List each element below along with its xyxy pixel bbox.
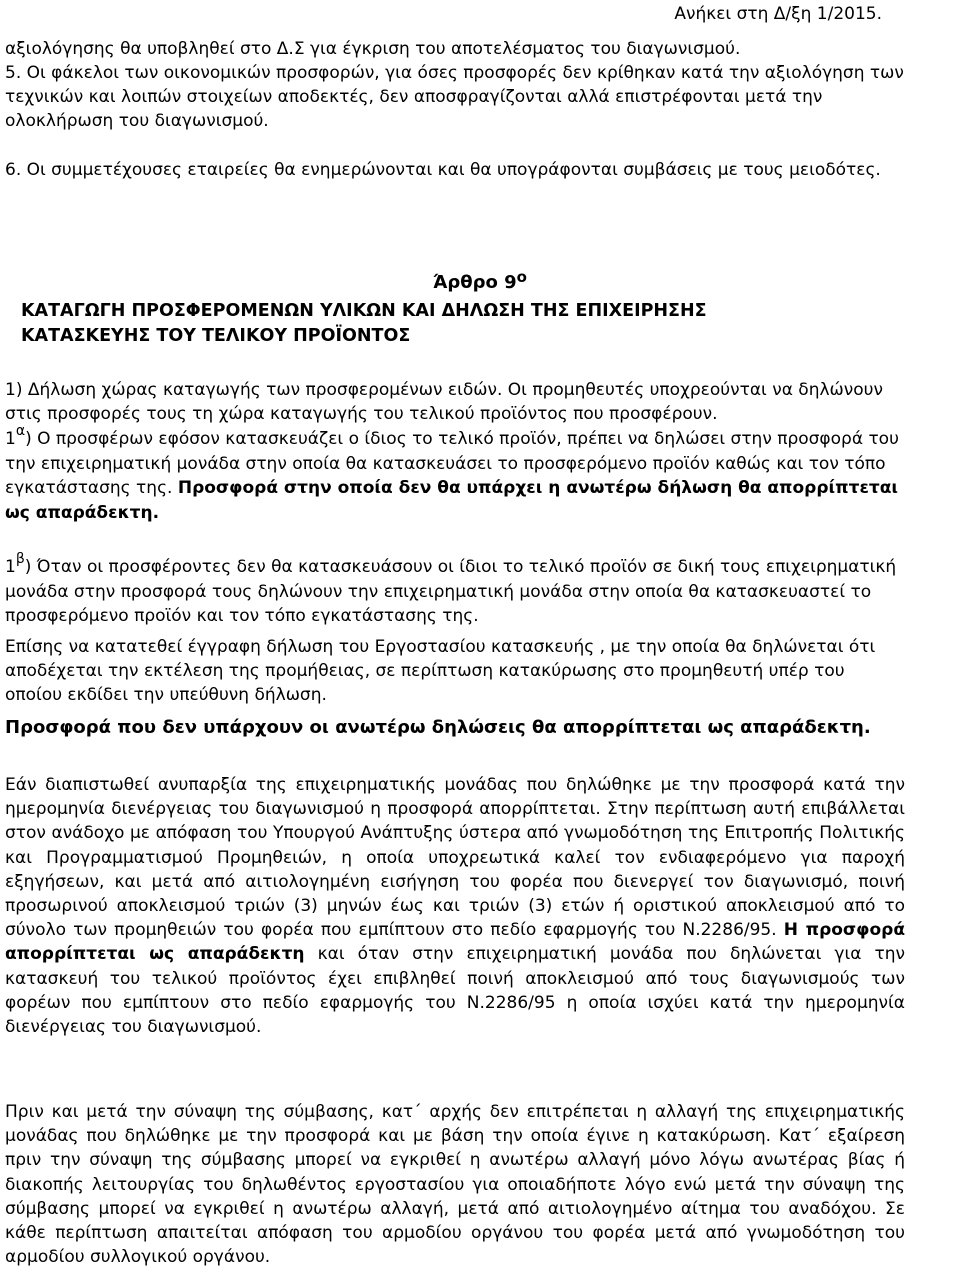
section-1-intro: 1) Δήλωση χώρας καταγωγής των προσφερομένων ειδών. Οι προμηθευτές υποχρεούνται να δηλώνουν στις προσφορές τους τη χώρα καταγωγής του τελικού προϊόντος που προσφέρουν. bbox=[5, 380, 883, 425]
article-heading-line-2: ΚΑΤΑΣΚΕΥΗΣ ΤΟΥ ΤΕΛΙΚΟΥ ΠΡΟΪΟΝΤΟΣ bbox=[21, 326, 411, 346]
section-1a bbox=[5, 423, 905, 525]
header-note: Ανήκει στη Δ/ξη 1/2015. bbox=[674, 4, 882, 24]
section-1c-bold: Η προσφορά απορρίπτεται ως απαράδεκτη bbox=[5, 920, 905, 965]
section-1b-bold-rejection: Προσφορά που δεν υπάρχουν οι ανωτέρω δηλώσεις θα απορρίπτεται ως απαράδεκτη. bbox=[5, 717, 871, 738]
section-1b-text: ) Όταν οι προσφέροντες δεν θα κατασκευάσουν οι ίδιοι το τελικό προϊόν σε δική τους επιχειρηματική μονάδα στην προσφορά τους δηλώνουν την επιχειρηματική μονάδα στην οποία θα κατασκευαστεί το προσφερόμενο προϊόν και τον τόπο εγκατάστασης της. bbox=[5, 557, 897, 627]
section-1a-bold-rejection: Προσφορά στην οποία δεν θα υπάρχει η ανωτέρω δήλωση θα απορρίπτεται ως απαράδεκτη. bbox=[5, 478, 899, 523]
paragraph-item-5: 5. Οι φάκελοι των οικονομικών προσφορών, για όσες προσφορές δεν κρίθηκαν κατά την αξιολόγηση των τεχνικών και λοιπών στοιχείων αποδεκτές, δεν αποσφραγίζονται αλλά επιστρέφονται μετά την ολοκλήρωση του διαγωνισμού. bbox=[5, 63, 904, 132]
section-1b-letter: β bbox=[15, 551, 25, 567]
section-1d-change-rules: Πριν και μετά την σύναψη της σύμβασης, κατ΄ αρχής δεν επιτρέπεται η αλλαγή της επιχειρηματικής μονάδας που δηλώθηκε με την προσφορά και με βάση την οποία έγινε η κατακύρωση. Κατ΄ εξαίρεση πριν την σύναψη της σύμβασης μπορεί να εγκριθεί η ανωτέρω αλλαγή μόνο λόγω ανωτέρας βίας ή διακοπής λειτουργίας του δηλωθέντος εργοστασίου για οποιαδήποτε λόγο ενώ μετά την σύναψη της σύμβασης μπορεί να εγκριθεί η ανωτέρω αλλαγή, μετά από αιτιολογημένο αίτημα του αναδόχου. Σε κάθε περίπτωση απαιτείται απόφαση του αρμοδίου οργάνου του φορέα μετά από γνωμοδότηση του αρμοδίου συλλογικού οργάνου. bbox=[5, 1102, 905, 1268]
section-1a-number: 1 bbox=[5, 429, 16, 449]
article-heading bbox=[21, 299, 921, 349]
article-title-superscript: ο bbox=[516, 268, 527, 286]
paragraph-item-6: 6. Οι συμμετέχουσες εταιρείες θα ενημερώνονται και θα υπογράφονται συμβάσεις με τους μειοδότες. bbox=[5, 160, 881, 180]
section-1c-text-1: Εάν διαπιστωθεί ανυπαρξία της επιχειρηματικής μονάδας που δηλώθηκε με την προσφορά κατά την ημερομηνία διενέργειας του διαγωνισμού η προσφορά απορρίπτεται. Στην περίπτωση αυτή επιβάλλεται στον ανάδοχο με απόφαση του Υπουργού Ανάπτυξης ύστερα από γνωμοδότηση της Επιτροπής Πολιτικής και Προγραμματισμού Προμηθειών, η οποία υποχρεωτικά καλεί τον ενδιαφερόμενο για παροχή εξηγήσεων, και μετά από αιτιολογημένη εισήγηση του φορέα που διενεργεί τον διαγωνισμό, ποινή προσωρινού αποκλεισμού τριών (3) μηνών έως και τριών (3) ετών ή οριστικού αποκλεισμού από το σύνολο των προμηθειών του φορέα που εμπίπτουν στο πεδίο εφαρμογής του Ν.2286/95. bbox=[5, 775, 905, 941]
article-heading-line-1: ΚΑΤΑΓΩΓΗ ΠΡΟΣΦΕΡΟΜΕΝΩΝ ΥΛΙΚΩΝ ΚΑΙ ΔΗΛΩΣΗ ΤΗΣ ΕΠΙΧΕΙΡΗΣΗΣ bbox=[21, 301, 707, 321]
section-1b-number: 1 bbox=[5, 557, 16, 577]
section-1b bbox=[5, 551, 905, 629]
section-1c bbox=[5, 773, 905, 1039]
section-1a-letter: α bbox=[15, 423, 26, 439]
section-1c-text-2: και όταν στην επιχειρηματική μονάδα που δηλώνεται για την κατασκευή του τελικού προϊόντος έχει επιβληθεί ποινή αποκλεισμού από τους διαγωνισμούς των φορέων που εμπίπτουν στο πεδίο εφαρμογής του Ν.2286/95 η οποία ισχύει κατά την ημερομηνία διενέργειας του διαγωνισμού. bbox=[5, 944, 905, 1038]
section-1b-factory-declaration: Επίσης να κατατεθεί έγγραφη δήλωση του Εργοστασίου κατασκευής , με την οποία θα δηλώνεται ότι αποδέχεται την εκτέλεση της προμήθειας, σε περίπτωση κατακύρωσης στο προμηθευτή υπέρ του οποίου εκδίδει την υπεύθυνη δήλωση. bbox=[5, 637, 876, 706]
paragraph-evaluation: αξιολόγησης θα υποβληθεί στο Δ.Σ για έγκριση του αποτελέσματος του διαγωνισμού. bbox=[5, 39, 741, 59]
section-1a-text: ) Ο προσφέρων εφόσον κατασκευάζει ο ίδιος το τελικό προϊόν, πρέπει να δηλώσει στην προσφορά του την επιχειρηματική μονάδα στην οποία θα κατασκευάσει το προσφερόμενο προϊόν καθώς και τον τόπο εγκατάστασης της. bbox=[5, 429, 899, 499]
article-title-text: Άρθρο 9 bbox=[433, 272, 517, 293]
article-title bbox=[0, 268, 960, 293]
